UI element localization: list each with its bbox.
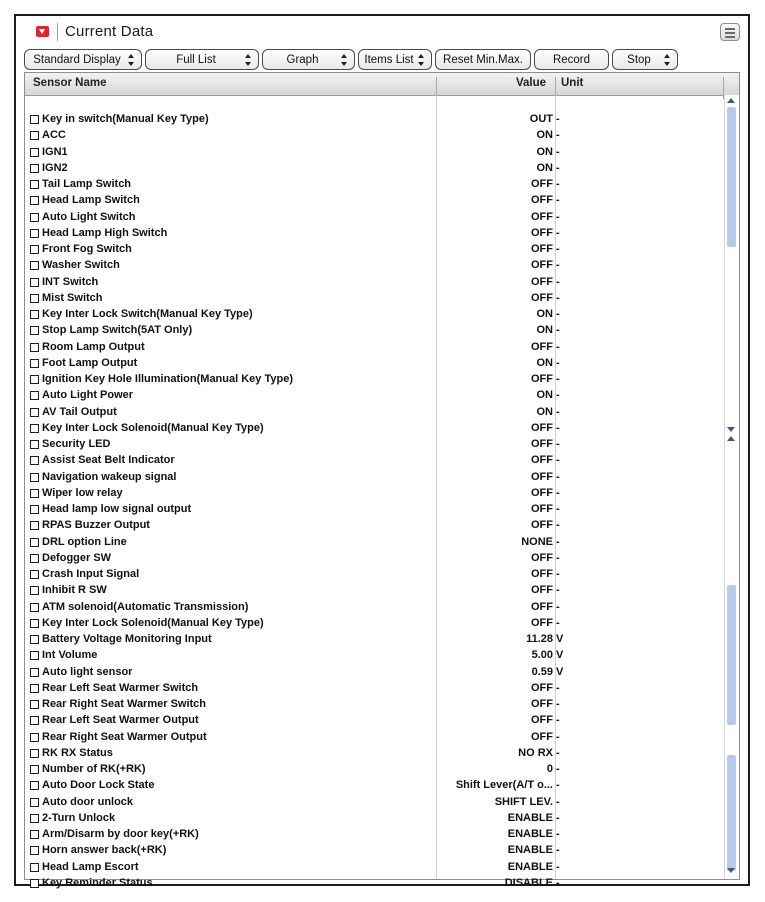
row-checkbox[interactable] (30, 473, 39, 482)
sensor-name: Navigation wakeup signal (42, 470, 177, 483)
sensor-unit: - (556, 503, 560, 515)
sensor-unit: - (556, 811, 560, 824)
sensor-unit: V (556, 649, 564, 662)
sensor-unit: - (556, 113, 560, 125)
sensor-unit: - (556, 373, 560, 385)
table-row[interactable] (25, 307, 725, 323)
row-checkbox[interactable] (30, 359, 39, 368)
select-arrows-icon (341, 54, 348, 66)
stop-select[interactable] (612, 49, 678, 70)
scroll-down-arrow-icon[interactable] (727, 868, 735, 873)
sensor-unit: - (556, 535, 560, 548)
sensor-name: AV Tail Output (42, 405, 117, 418)
row-checkbox[interactable] (30, 863, 39, 872)
sensor-unit: - (556, 226, 560, 239)
table-row[interactable] (25, 242, 725, 258)
vertical-scrollbar[interactable] (724, 95, 739, 879)
sensor-name: Auto Door Lock State (42, 779, 155, 792)
table-row[interactable] (25, 600, 725, 616)
sensor-unit: - (556, 714, 560, 727)
row-checkbox[interactable] (30, 440, 39, 449)
column-header-unit[interactable]: Unit (561, 77, 584, 89)
window-title: Current Data (65, 23, 154, 40)
table-row[interactable] (25, 356, 725, 372)
sensor-unit: - (556, 194, 560, 207)
table-row[interactable] (25, 405, 725, 421)
row-checkbox[interactable] (30, 408, 39, 417)
sensor-unit: V (556, 665, 564, 678)
sensor-name: RK RX Status (42, 746, 113, 759)
row-checkbox[interactable] (30, 814, 39, 823)
row-checkbox[interactable] (30, 846, 39, 855)
row-checkbox[interactable] (30, 245, 39, 254)
row-checkbox[interactable] (30, 213, 39, 222)
table-row[interactable] (25, 518, 725, 534)
sensor-name: Mist Switch (42, 291, 103, 304)
table-row[interactable] (25, 632, 725, 648)
table-row[interactable] (25, 616, 725, 632)
items-list-select[interactable] (358, 49, 432, 70)
sensor-value: OFF (531, 486, 553, 499)
sensor-value: OFF (531, 470, 553, 483)
sensor-unit: - (556, 844, 560, 857)
sensor-name: IGN1 (42, 145, 68, 158)
sensor-name: DRL option Line (42, 535, 127, 548)
sensor-unit: - (556, 470, 560, 483)
row-checkbox[interactable] (30, 489, 39, 498)
row-checkbox[interactable] (30, 619, 39, 628)
sensor-unit: - (556, 486, 560, 499)
sensor-value: OFF (531, 568, 553, 580)
sensor-name: ATM solenoid(Automatic Transmission) (42, 600, 249, 613)
grid-header (25, 73, 739, 96)
table-row[interactable] (25, 193, 725, 209)
row-checkbox[interactable] (30, 196, 39, 205)
sensor-unit: - (556, 698, 560, 710)
sensor-name: Int Volume (42, 649, 98, 662)
sensor-value: 11.28 (526, 633, 553, 645)
row-checkbox[interactable] (30, 148, 39, 157)
row-checkbox[interactable] (30, 603, 39, 612)
column-header-value[interactable]: Value (516, 77, 547, 89)
sensor-name: Tail Lamp Switch (42, 178, 132, 190)
select-arrows-icon (128, 54, 135, 66)
row-checkbox[interactable] (30, 456, 39, 465)
table-row[interactable] (25, 762, 725, 778)
sensor-name: Head lamp low signal output (42, 503, 192, 515)
sensor-value: OFF (531, 291, 553, 304)
sensor-value: OFF (531, 519, 553, 532)
sensor-name: ACC (42, 129, 66, 142)
sensor-name: Battery Voltage Monitoring Input (42, 633, 212, 645)
sensor-unit: - (556, 210, 560, 223)
table-row[interactable] (25, 258, 725, 274)
row-checkbox[interactable] (30, 180, 39, 189)
sensor-name: Head Lamp High Switch (42, 226, 168, 239)
sensor-value: ON (536, 145, 553, 158)
row-checkbox[interactable] (30, 635, 39, 644)
table-row[interactable] (25, 583, 725, 599)
sensor-name: Key Inter Lock Solenoid(Manual Key Type) (42, 616, 264, 629)
sensor-name: Arm/Disarm by door key(+RK) (42, 828, 199, 840)
scrollbar-thumb[interactable] (727, 585, 736, 725)
sensor-name: Rear Right Seat Warmer Output (42, 730, 207, 743)
sensor-name: Head Lamp Switch (42, 194, 140, 207)
sensor-value: ON (536, 324, 553, 337)
sensor-name: Rear Left Seat Warmer Switch (42, 681, 199, 694)
scroll-down-arrow-icon[interactable] (727, 427, 735, 432)
sensor-unit: - (556, 356, 560, 369)
sensor-unit: - (556, 178, 560, 190)
sensor-unit: - (556, 746, 560, 759)
column-header-sensor-name[interactable]: Sensor Name (33, 77, 107, 89)
sensor-name: Rear Right Seat Warmer Switch (42, 698, 207, 710)
row-checkbox[interactable] (30, 521, 39, 530)
sensor-unit: - (556, 763, 560, 775)
sensor-unit: - (556, 129, 560, 142)
row-checkbox[interactable] (30, 684, 39, 693)
sensor-value: OFF (531, 616, 553, 629)
sensor-value: OFF (531, 454, 553, 467)
sensor-name: Crash Input Signal (42, 568, 140, 580)
record-button[interactable] (534, 49, 609, 70)
sensor-value: SHIFT LEV. (494, 795, 553, 808)
table-row[interactable] (25, 291, 725, 307)
table-row[interactable] (25, 437, 725, 453)
sensor-name: Key in switch(Manual Key Type) (42, 113, 209, 125)
row-checkbox[interactable] (30, 538, 39, 547)
sensor-value: ON (536, 161, 553, 174)
sensor-value: ENABLE (507, 860, 553, 873)
row-checkbox[interactable] (30, 700, 39, 709)
sensor-value: OFF (531, 503, 553, 515)
sensor-unit: - (556, 161, 560, 174)
row-checkbox[interactable] (30, 781, 39, 790)
sensor-unit: - (556, 389, 560, 402)
sensor-name: Auto Light Switch (42, 210, 136, 223)
sensor-unit: V (556, 633, 564, 645)
row-checkbox[interactable] (30, 668, 39, 677)
row-checkbox[interactable] (30, 830, 39, 839)
sensor-name: Number of RK(+RK) (42, 763, 146, 775)
sensor-value: ENABLE (507, 828, 553, 840)
sensor-value: OFF (531, 730, 553, 743)
row-checkbox[interactable] (30, 554, 39, 563)
row-checkbox[interactable] (30, 798, 39, 807)
sensor-name: 2-Turn Unlock (42, 811, 116, 824)
record-label: Record (552, 53, 591, 66)
table-row[interactable] (25, 145, 725, 161)
sensor-value: OFF (531, 373, 553, 385)
table-row[interactable] (25, 486, 725, 502)
sensor-rows (25, 112, 725, 892)
sensor-unit: - (556, 860, 560, 873)
row-checkbox[interactable] (30, 570, 39, 579)
table-row[interactable] (25, 161, 725, 177)
table-row[interactable] (25, 860, 725, 876)
row-checkbox[interactable] (30, 131, 39, 140)
table-row[interactable] (25, 226, 725, 242)
sensor-value: OFF (531, 194, 553, 207)
row-checkbox[interactable] (30, 733, 39, 742)
sensor-name: Wiper low relay (42, 486, 123, 499)
row-checkbox[interactable] (30, 326, 39, 335)
table-row[interactable] (25, 421, 725, 437)
standard-display-label: Standard Display (33, 53, 121, 66)
standard-display-select[interactable] (24, 49, 142, 70)
sensor-unit: - (556, 584, 560, 597)
sensor-unit: - (556, 421, 560, 434)
sensor-value: OFF (531, 438, 553, 450)
sensor-value: NONE (521, 535, 553, 548)
sensor-value: OFF (531, 243, 553, 255)
sensor-name: Horn answer back(+RK) (42, 844, 167, 857)
sensor-value: OFF (531, 340, 553, 353)
sensor-value: 0 (546, 763, 553, 775)
sensor-unit: - (556, 438, 560, 450)
sensor-name: Washer Switch (42, 259, 120, 272)
title-bar (16, 16, 748, 50)
sensor-value: ENABLE (507, 811, 553, 824)
row-checkbox[interactable] (30, 391, 39, 400)
table-row[interactable] (25, 210, 725, 226)
sensor-name: IGN2 (42, 161, 68, 174)
row-checkbox[interactable] (30, 294, 39, 303)
items-list-label: Items List (364, 53, 414, 66)
sensor-value: OFF (531, 551, 553, 564)
sensor-name: Inhibit R SW (42, 584, 107, 597)
sensor-name: RPAS Buzzer Output (42, 519, 150, 532)
row-checkbox[interactable] (30, 343, 39, 352)
row-checkbox[interactable] (30, 310, 39, 319)
sensor-unit: - (556, 876, 560, 889)
sensor-unit: - (556, 275, 560, 288)
sensor-name: Room Lamp Output (42, 340, 145, 353)
row-checkbox[interactable] (30, 505, 39, 514)
sensor-value: OFF (531, 600, 553, 613)
scroll-up-arrow-icon[interactable] (727, 436, 735, 441)
table-row[interactable] (25, 681, 725, 697)
reset-min-max-button[interactable] (435, 49, 531, 70)
table-row[interactable] (25, 177, 725, 193)
table-row[interactable] (25, 388, 725, 404)
table-row[interactable] (25, 372, 725, 388)
sensor-name: INT Switch (42, 275, 99, 288)
table-row[interactable] (25, 551, 725, 567)
row-checkbox[interactable] (30, 651, 39, 660)
sensor-name: Key Inter Lock Solenoid(Manual Key Type) (42, 421, 264, 434)
row-checkbox[interactable] (30, 261, 39, 270)
sensor-name: Defogger SW (42, 551, 112, 564)
sensor-value: 5.00 (531, 649, 553, 662)
full-list-select[interactable] (145, 49, 259, 70)
row-checkbox[interactable] (30, 115, 39, 124)
table-row[interactable] (25, 470, 725, 486)
sensor-unit: - (556, 519, 560, 532)
row-checkbox[interactable] (30, 879, 39, 888)
select-arrows-icon (245, 54, 252, 66)
select-arrows-icon (664, 54, 671, 66)
sensor-name: Assist Seat Belt Indicator (42, 454, 175, 467)
row-checkbox[interactable] (30, 164, 39, 173)
sensor-unit: - (556, 795, 560, 808)
sensor-name: Head Lamp Escort (42, 860, 139, 873)
table-row[interactable] (25, 827, 725, 843)
sensor-name: Auto Light Power (42, 389, 134, 402)
sensor-value: ON (536, 356, 553, 369)
table-row[interactable] (25, 795, 725, 811)
table-row[interactable] (25, 697, 725, 713)
table-row[interactable] (25, 648, 725, 664)
sensor-unit: - (556, 600, 560, 613)
collapse-arrow-icon[interactable] (36, 26, 49, 37)
table-row[interactable] (25, 112, 725, 128)
stop-label: Stop (627, 53, 651, 66)
sensor-name: Rear Left Seat Warmer Output (42, 714, 199, 727)
title-divider (57, 23, 58, 41)
sensor-unit: - (556, 681, 560, 694)
table-row[interactable] (25, 730, 725, 746)
sensor-value: DISABLE (504, 876, 553, 889)
sensor-name: Front Fog Switch (42, 243, 132, 255)
sensor-name: Auto light sensor (42, 665, 133, 678)
sensor-name: Stop Lamp Switch(5AT Only) (42, 324, 193, 337)
scrollbar-thumb[interactable] (727, 755, 736, 871)
sensor-value: ENABLE (507, 844, 553, 857)
sensor-value: OFF (531, 421, 553, 434)
sensor-value: OFF (531, 681, 553, 694)
scroll-up-arrow-icon[interactable] (727, 98, 735, 103)
row-checkbox[interactable] (30, 765, 39, 774)
sensor-name: Key Inter Lock Switch(Manual Key Type) (42, 308, 253, 320)
table-row[interactable] (25, 323, 725, 339)
sensor-unit: - (556, 145, 560, 158)
row-checkbox[interactable] (30, 749, 39, 758)
table-row[interactable] (25, 275, 725, 291)
sensor-unit: - (556, 324, 560, 337)
sensor-unit: - (556, 454, 560, 467)
reset-min-max-label: Reset Min.Max. (443, 53, 523, 66)
table-row[interactable] (25, 713, 725, 729)
select-arrows-icon (418, 54, 425, 66)
row-checkbox[interactable] (30, 375, 39, 384)
sensor-name: Foot Lamp Output (42, 356, 138, 369)
graph-label: Graph (286, 53, 319, 66)
sensor-value: OFF (531, 275, 553, 288)
table-row[interactable] (25, 665, 725, 681)
sensor-unit: - (556, 779, 560, 792)
sensor-value: NO RX (518, 746, 553, 759)
current-data-window (14, 14, 750, 889)
table-row[interactable] (25, 567, 725, 583)
full-list-label: Full List (176, 53, 216, 66)
table-row[interactable] (25, 811, 725, 827)
row-checkbox[interactable] (30, 229, 39, 238)
sensor-value: OFF (531, 178, 553, 190)
table-row[interactable] (25, 340, 725, 356)
table-row[interactable] (25, 535, 725, 551)
table-row[interactable] (25, 502, 725, 518)
sensor-value: OFF (531, 259, 553, 272)
table-row[interactable] (25, 778, 725, 794)
table-row[interactable] (25, 453, 725, 469)
row-checkbox[interactable] (30, 716, 39, 725)
row-checkbox[interactable] (30, 278, 39, 287)
sensor-name: Key Reminder Status (42, 876, 153, 889)
sensor-value: OFF (531, 226, 553, 239)
sensor-unit: - (556, 243, 560, 255)
row-checkbox[interactable] (30, 586, 39, 595)
sensor-unit: - (556, 291, 560, 304)
sensor-unit: - (556, 568, 560, 580)
graph-select[interactable] (262, 49, 355, 70)
sensor-unit: - (556, 551, 560, 564)
sensor-value: OFF (531, 210, 553, 223)
sensor-unit: - (556, 340, 560, 353)
sensor-value: ON (536, 389, 553, 402)
sensor-name: Auto door unlock (42, 795, 134, 808)
sensor-unit: - (556, 405, 560, 418)
row-checkbox[interactable] (30, 424, 39, 433)
sensor-value: ON (536, 405, 553, 418)
sensor-value: OFF (531, 714, 553, 727)
sensor-value: OFF (531, 698, 553, 710)
sensor-unit: - (556, 259, 560, 272)
table-row[interactable] (25, 746, 725, 762)
sensor-value: ON (536, 129, 553, 142)
list-menu-icon[interactable] (720, 23, 740, 41)
sensor-value: Shift Lever(A/T o... (455, 779, 553, 792)
sensor-value: OUT (529, 113, 553, 125)
sensor-value: ON (536, 308, 553, 320)
sensor-unit: - (556, 308, 560, 320)
table-row[interactable] (25, 843, 725, 859)
sensor-unit: - (556, 616, 560, 629)
sensor-value: 0.59 (531, 665, 553, 678)
table-row[interactable] (25, 128, 725, 144)
sensor-value: OFF (531, 584, 553, 597)
sensor-unit: - (556, 828, 560, 840)
sensor-name: Security LED (42, 438, 111, 450)
table-row[interactable] (25, 876, 725, 892)
sensor-name: Ignition Key Hole Illumination(Manual Key Type) (42, 373, 293, 385)
sensor-unit: - (556, 730, 560, 743)
scrollbar-thumb[interactable] (727, 107, 736, 247)
sensor-data-grid (24, 72, 740, 889)
